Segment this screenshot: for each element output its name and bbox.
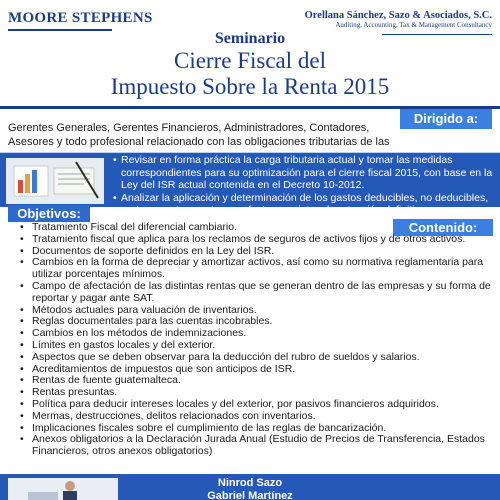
title-line-1: Cierre Fiscal del bbox=[173, 48, 326, 73]
moore-stephens-logo: MOORE STEPHENS bbox=[8, 10, 153, 26]
content-item: • Cambios en los métodos de indemnizaciones. bbox=[20, 328, 492, 340]
audience-text: Gerentes Generales, Gerentes Financieros, Administradores, Contadores, Asesores y todo profesional relacionado con las obligaciones tributarias de las bbox=[8, 122, 390, 148]
content-item: • Rentas presuntas. bbox=[20, 387, 492, 399]
audience-tab: Dirigido a: bbox=[400, 109, 492, 129]
content-item: • Documentos de soporte definidos en la Ley del ISR. bbox=[20, 246, 492, 258]
content-item: • Política para deducir intereses locales y del exterior, por pasivos financieros adquiridos. bbox=[20, 399, 492, 411]
objective-item: • Analizar la aplicación y determinación de los gastos deducibles, no deducibles, rentas exentas, rentas no afectas y sujetas de retención definitiva. bbox=[113, 192, 495, 217]
office-desk-image bbox=[6, 158, 104, 204]
content-item: • Cambios en la forma de depreciar y amortizar activos, así como su normativa reglamentaria para utilizar porcentajes mínimos. bbox=[20, 257, 492, 281]
title-line-2: Impuesto Sobre la Renta 2015 bbox=[110, 74, 390, 99]
objective-item: • Revisar en forma práctica la carga tributaria actual y tomar las medidas correspondientes para su optimización para el cierre fiscal 2015, con base en la Ley del ISR actual contenida en el Decreto 10-2012. bbox=[113, 154, 495, 192]
flyer-header bbox=[0, 0, 500, 110]
content-item: • Rentas de fuente guatemalteca. bbox=[20, 375, 492, 387]
firm-logo bbox=[305, 10, 492, 29]
contents-list bbox=[20, 222, 492, 458]
speaker-name: Ninrod Sazo bbox=[217, 477, 283, 489]
objectives-tab: Objetivos: bbox=[8, 205, 90, 222]
content-item: • Acreditamientos de impuestos que son anticipos de ISR. bbox=[20, 364, 492, 376]
content-item: • Aspectos que se deben observar para la deducción del rubro de sueldos y salarios. bbox=[20, 352, 492, 364]
seminar-label: Seminario bbox=[214, 30, 286, 47]
contents-tab: Contenido: bbox=[393, 219, 493, 236]
content-item: • Campo de afectación de las distintas rentas que se generan dentro de las empresas y su forma de reportar y pagar ante SAT. bbox=[20, 281, 492, 305]
content-item: • Anexos obligatorios a la Declaración Jurada Anual (Estudio de Precios de Transferencia, Estados Financieros, otros anexos obligatorios) bbox=[20, 434, 492, 458]
firm-tagline: Auditing, Accounting, Tax & Management Consultancy bbox=[335, 21, 492, 29]
content-item: • Tratamiento fiscal que aplica para los reclamos de seguros de activos fijos y de otros activos. bbox=[20, 234, 492, 246]
content-item: • Reglas documentales para las cuentas incobrables. bbox=[20, 316, 492, 328]
content-item: • Límites en gastos locales y del exterior. bbox=[20, 340, 492, 352]
speaker-name: Gabriel Martínez bbox=[207, 490, 293, 500]
content-item: • Mermas, destrucciones, delitos relacionados con inventarios. bbox=[20, 411, 492, 423]
objectives-band-rule bbox=[0, 152, 500, 153]
objectives-list bbox=[113, 154, 495, 217]
content-item: • Implicaciones fiscales sobre el cumplimiento de las reglas de bancarización. bbox=[20, 423, 492, 435]
content-item: • Métodos actuales para valuación de inventarios. bbox=[20, 305, 492, 317]
content-item: • Tratamiento Fiscal del diferencial cambiario. bbox=[20, 222, 492, 234]
firm-name: Orellana Sánchez, Sazo & Asociados, S.C. bbox=[304, 10, 492, 21]
